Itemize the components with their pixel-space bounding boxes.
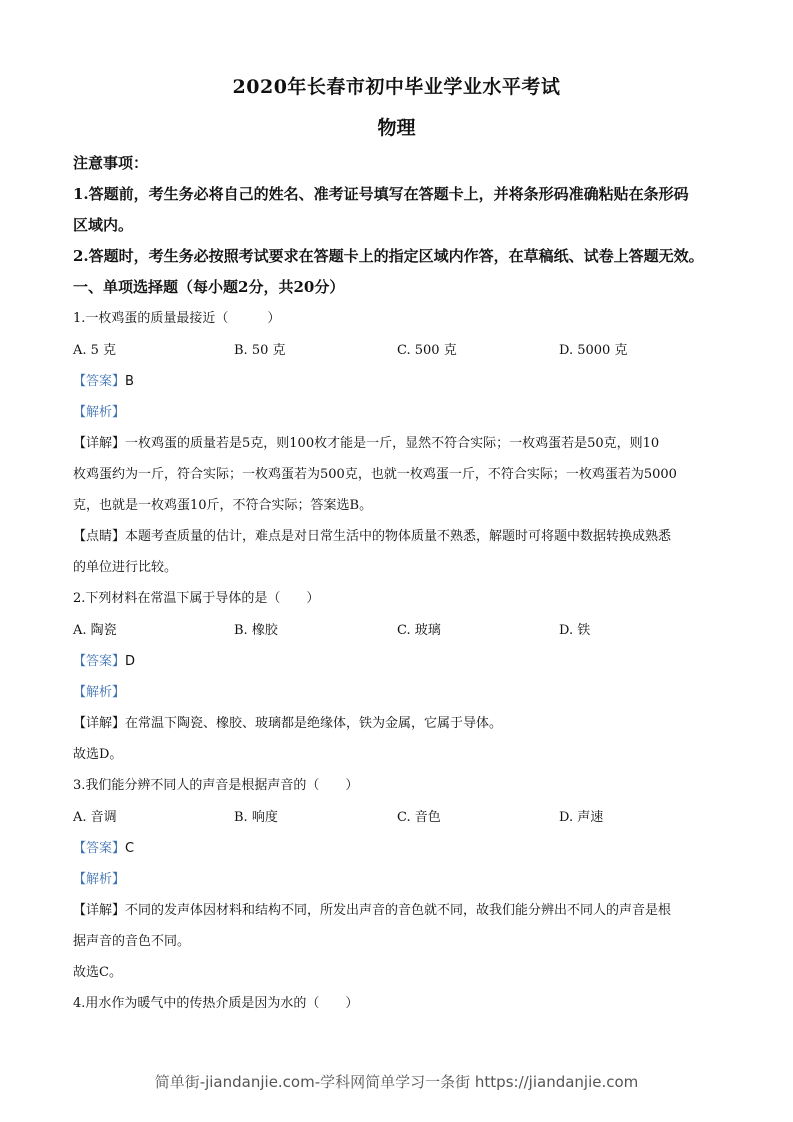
answer-value: D	[125, 654, 136, 669]
detail-text: 一枚鸡蛋的质量若是5克，则100枚才能是一斤，显然不符合实际；一枚鸡蛋若是50克，则10	[125, 436, 660, 451]
analysis-label: 【解析】	[73, 685, 126, 700]
option-c: C. 玻璃	[397, 623, 441, 638]
detail-line: 据声音的音色不同。	[73, 934, 191, 949]
page-title: 2020年长春市初中毕业学业水平考试	[232, 76, 561, 98]
comment-line: 的单位进行比较。	[73, 560, 178, 575]
detail-line	[73, 712, 502, 731]
notice-heading: 注意事项：	[73, 154, 149, 172]
notice-item: 2.答题时，考生务必按照考试要求在答题卡上的指定区域内作答，在草稿纸、试卷上答题无效。	[73, 247, 704, 265]
answer-label: 【答案】	[73, 841, 126, 856]
detail-label: 【详解】	[73, 436, 126, 451]
answer-value: B	[125, 374, 134, 389]
conclusion: 故选C。	[73, 965, 122, 980]
option-a: A. 5 克	[73, 343, 117, 358]
question-stem: 1.一枚鸡蛋的质量最接近（ ）	[73, 311, 281, 326]
subject-title: 物理	[377, 117, 416, 139]
option-a: A. 陶瓷	[73, 623, 117, 638]
analysis-label: 【解析】	[73, 405, 126, 420]
option-d: D. 声速	[559, 810, 604, 825]
option-c: C. 音色	[397, 810, 441, 825]
answer-line	[73, 837, 134, 856]
analysis-label: 【解析】	[73, 872, 126, 887]
detail-label: 【详解】	[73, 903, 126, 918]
question-stem: 3.我们能分辨不同人的声音是根据声音的（ ）	[73, 778, 359, 793]
notice-item: 区域内。	[73, 216, 134, 234]
detail-line	[73, 432, 659, 451]
option-b: B. 橡胶	[234, 623, 278, 638]
option-d: D. 铁	[559, 623, 591, 638]
answer-value: C	[125, 841, 135, 856]
detail-label: 【详解】	[73, 716, 126, 731]
comment-text: 本题考查质量的估计，难点是对日常生活中的物体质量不熟悉，解题时可将题中数据转换成熟悉	[125, 529, 672, 544]
option-b: B. 响度	[234, 810, 278, 825]
answer-line	[73, 650, 135, 669]
page-footer: 简单街-jiandanjie.com-学科网简单学习一条街 https://jiandanjie.com	[154, 1073, 639, 1091]
question-stem: 2.下列材料在常温下属于导体的是（ ）	[73, 591, 320, 606]
option-c: C. 500 克	[397, 343, 457, 358]
conclusion: 故选D。	[73, 747, 123, 762]
section-title: 一、单项选择题（每小题2分，共20分）	[73, 278, 345, 296]
option-b: B. 50 克	[234, 343, 286, 358]
detail-text: 不同的发声体因材料和结构不同，所发出声音的音色就不同，故我们能分辨出不同人的声音是根	[125, 903, 672, 918]
question-stem: 4.用水作为暖气中的传热介质是因为水的（ ）	[73, 996, 359, 1011]
answer-label: 【答案】	[73, 654, 126, 669]
answer-line	[73, 370, 134, 389]
option-a: A. 音调	[73, 810, 117, 825]
detail-line	[73, 899, 671, 918]
detail-line: 枚鸡蛋约为一斤，符合实际；一枚鸡蛋若为500克，也就一枚鸡蛋一斤，不符合实际；一枚鸡蛋若为5000	[73, 467, 677, 482]
comment-label: 【点睛】	[73, 529, 126, 544]
option-d: D. 5000 克	[559, 343, 628, 358]
notice-item: 1.答题前，考生务必将自己的姓名、准考证号填写在答题卡上，并将条形码准确粘贴在条形码	[73, 185, 689, 203]
answer-label: 【答案】	[73, 374, 126, 389]
detail-line: 克，也就是一枚鸡蛋10斤，不符合实际；答案选B。	[73, 498, 373, 513]
comment-line	[73, 525, 671, 544]
detail-text: 在常温下陶瓷、橡胶、玻璃都是绝缘体，铁为金属，它属于导体。	[125, 716, 503, 731]
